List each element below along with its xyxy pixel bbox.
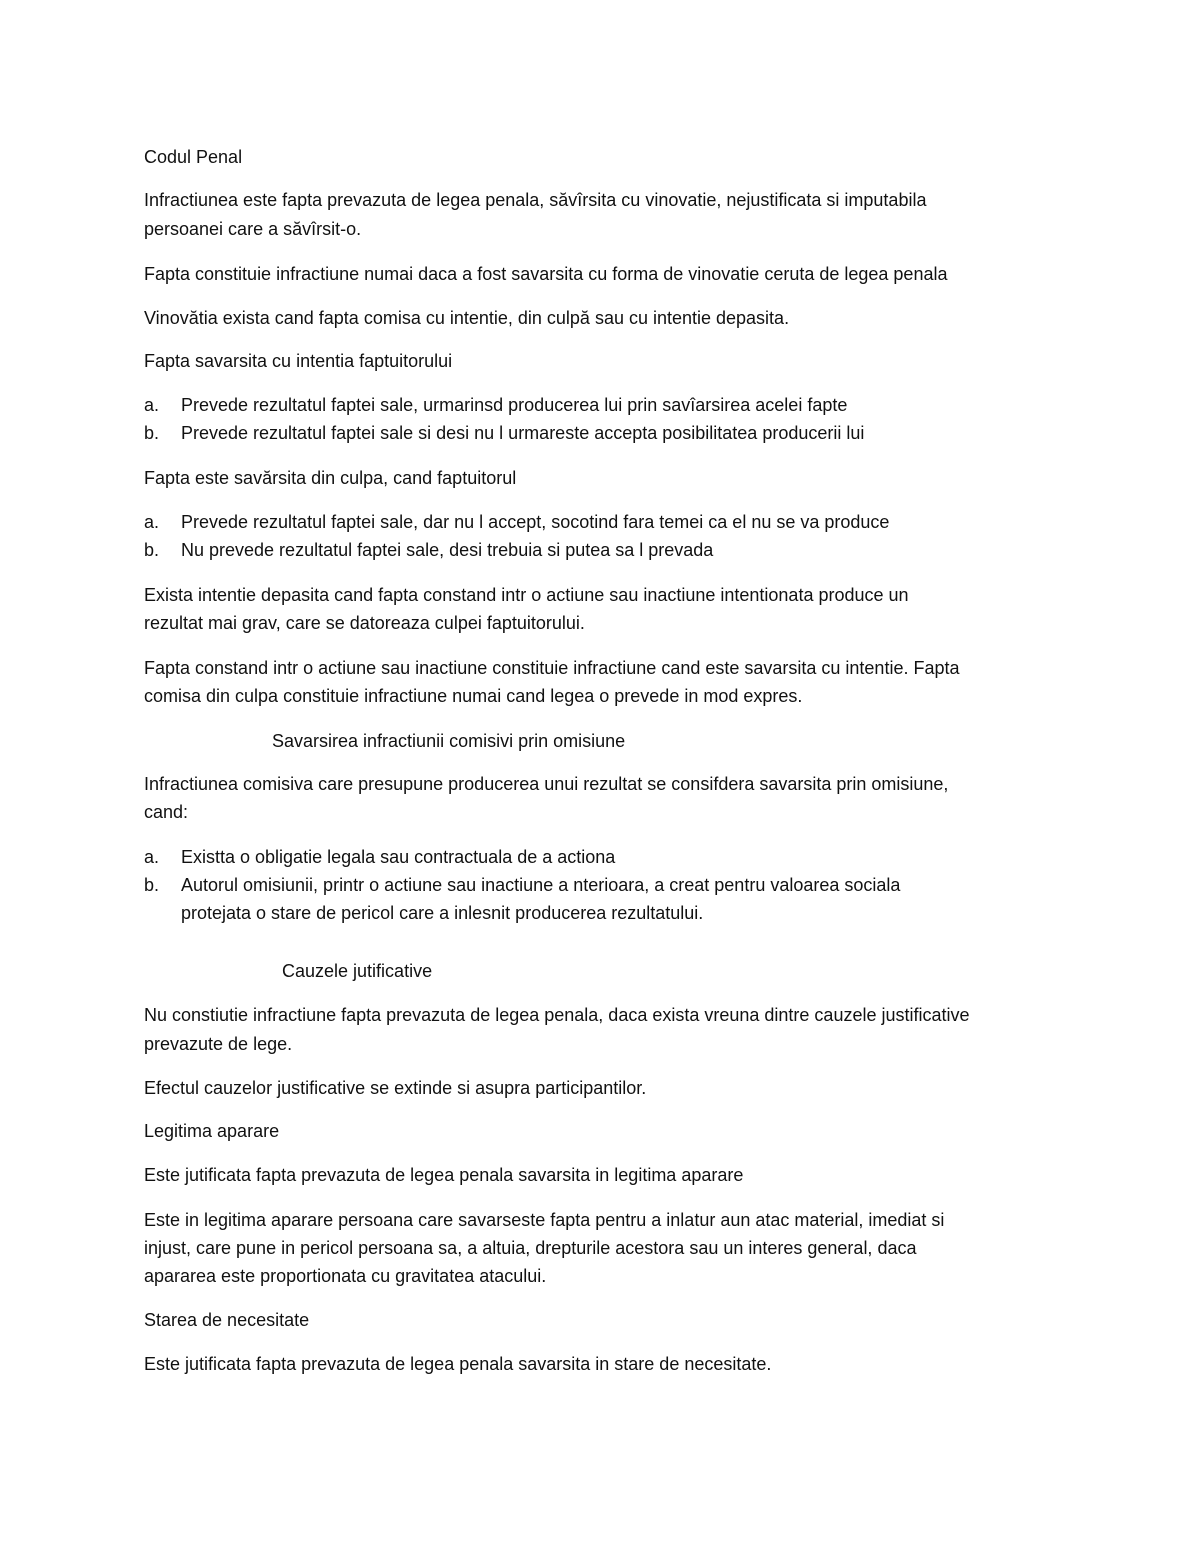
paragraph-culpability-form: Fapta constituie infractiune numai daca a fost savarsita cu forma de vinovatie ceruta de legea penala (144, 264, 948, 284)
paragraph-line: rezultat mai grav, care se datoreaza culpei faptuitorului. (144, 613, 585, 633)
paragraph-guilt: Vinovătia exista cand fapta comisa cu intentie, din culpă sau cu intentie depasita. (144, 308, 790, 328)
list-item-text: Nu prevede rezultatul faptei sale, desi trebuia si putea sa l prevada (181, 540, 714, 560)
list-marker: a. (144, 847, 160, 867)
section-heading-omission: Savarsirea infractiunii comisivi prin omisiune (272, 731, 626, 751)
paragraph-necessity: Este jutificata fapta prevazuta de legea penala savarsita in stare de necesitate. (144, 1354, 772, 1374)
paragraph-participants: Efectul cauzelor justificative se extinde si asupra participantilor. (144, 1078, 647, 1098)
list-item-text: Existta o obligatie legala sau contractuala de a actiona (181, 847, 616, 867)
list-item-text: Autorul omisiunii, printr o actiune sau inactiune a nterioara, a creat pentru valoarea sociala (181, 875, 901, 895)
document-title: Codul Penal (144, 147, 243, 167)
section-heading-justifications: Cauzele jutificative (282, 961, 433, 981)
paragraph-line: persoanei care a săvîrsit-o. (144, 219, 362, 239)
paragraph-line: prevazute de lege. (144, 1034, 293, 1054)
paragraph-negligence: Fapta este savărsita din culpa, cand faptuitorul (144, 468, 517, 488)
list-marker: a. (144, 395, 160, 415)
subheading-self-defense: Legitima aparare (144, 1121, 280, 1141)
paragraph-line: Exista intentie depasita cand fapta constand intr o actiune sau inactiune intentionata produce un (144, 585, 909, 605)
paragraph-self-defense: Este jutificata fapta prevazuta de legea penala savarsita in legitima aparare (144, 1165, 744, 1185)
list-marker: a. (144, 512, 160, 532)
list-item-text: protejata o stare de pericol care a inlesnit producerea rezultatului. (181, 903, 704, 923)
subheading-necessity: Starea de necesitate (144, 1310, 310, 1330)
paragraph-line: apararea este proportionata cu gravitatea atacului. (144, 1266, 547, 1286)
list-item-text: Prevede rezultatul faptei sale si desi nu l urmareste accepta posibilitatea producerii lui (181, 423, 865, 443)
list-item-text: Prevede rezultatul faptei sale, urmarinsd producerea lui prin savîarsirea acelei fapte (181, 395, 848, 415)
paragraph-line: Nu constiutie infractiune fapta prevazuta de legea penala, daca exista vreuna dintre cauzele justificative (144, 1005, 970, 1025)
list-marker: b. (144, 540, 160, 560)
paragraph-line: cand: (144, 802, 189, 822)
paragraph-line: Infractiunea este fapta prevazuta de legea penala, săvîrsita cu vinovatie, nejustificata si imputabila (144, 190, 927, 210)
paragraph-line: Infractiunea comisiva care presupune producerea unui rezultat se consifdera savarsita prin omisiune, (144, 774, 949, 794)
list-marker: b. (144, 423, 160, 443)
list-marker: b. (144, 875, 160, 895)
paragraph-line: Fapta constand intr o actiune sau inactiune constituie infractiune cand este savarsita cu intentie. Fapta (144, 658, 960, 678)
list-item-text: Prevede rezultatul faptei sale, dar nu l accept, socotind fara temei ca el nu se va produce (181, 512, 890, 532)
paragraph-line: comisa din culpa constituie infractiune numai cand legea o prevede in mod expres. (144, 686, 803, 706)
paragraph-line: Este in legitima aparare persoana care savarseste fapta pentru a inlatur aun atac material, imediat si (144, 1210, 945, 1230)
paragraph-line: injust, care pune in pericol persoana sa, a altuia, drepturile acestora sau un interes general, daca (144, 1238, 917, 1258)
paragraph-intent: Fapta savarsita cu intentia faptuitorului (144, 351, 453, 371)
